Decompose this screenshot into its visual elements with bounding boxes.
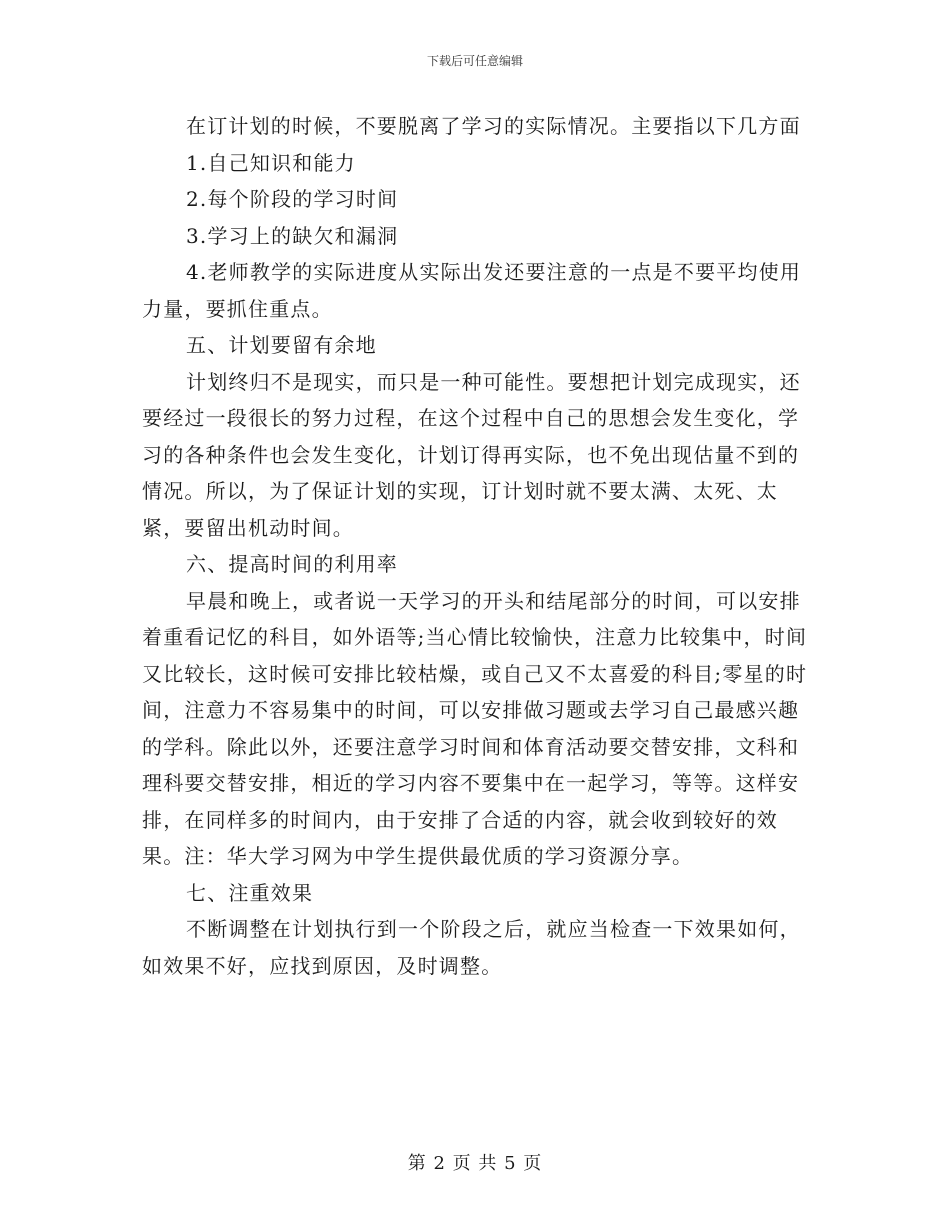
list-item-3: 3.学习上的缺欠和漏洞 [186, 223, 399, 248]
page-header-note: 下载后可任意编辑 [426, 54, 523, 68]
paragraph-section-6: 早晨和晚上，或者说一天学习的开头和结尾部分的时间，可以安排着重看记忆的科目，如外语等;当心情比较愉快，注意力比较集中，时间又比较长，这时候可安排比较枯燥，或自己又不太喜爱的科目;零星的时间，注意力不容易集中的时间，可以安排做习题或去学习自己最感兴趣的学科。除此以外，还要注意学习时间和体育活动要交替安排，文科和理科要交替安排，相近的学习内容不要集中在一起学习，等等。这样安排，在同样多的时间内，由于安排了合适的内容，就会收到较好的效果。注：华大学习网为中学生提供最优质的学习资源分享。 [142, 588, 808, 868]
section-heading-5: 五、计划要留有余地 [186, 333, 377, 357]
list-item-1: 1.自己知识和能力 [186, 150, 356, 175]
paragraph-intro: 在订计划的时候，不要脱离了学习的实际情况。主要指以下几方面 [186, 114, 801, 138]
paragraph-section-5: 计划终归不是现实，而只是一种可能性。要想把计划完成现实，还要经过一段很长的努力过程，在这个过程中自己的思想会发生变化，学习的各种条件也会发生变化，计划订得再实际，也不免出现估量不到的情况。所以，为了保证计划的实现，订计划时就不要太满、太死、太紧，要留出机动时间。 [142, 369, 801, 540]
section-heading-6: 六、提高时间的利用率 [186, 552, 398, 576]
document-body [142, 108, 812, 984]
list-item-2: 2.每个阶段的学习时间 [186, 187, 399, 211]
section-heading-7: 七、注重效果 [186, 880, 314, 905]
page-number: 第 2 页 共 5 页 [407, 1153, 543, 1174]
paragraph-section-7: 不断调整在计划执行到一个阶段之后，就应当检查一下效果如何，如效果不好，应找到原因，及时调整。 [142, 917, 801, 978]
list-item-4: 4.老师教学的实际进度从实际出发还要注意的一点是不要平均使用力量，要抓住重点。 [142, 260, 802, 321]
